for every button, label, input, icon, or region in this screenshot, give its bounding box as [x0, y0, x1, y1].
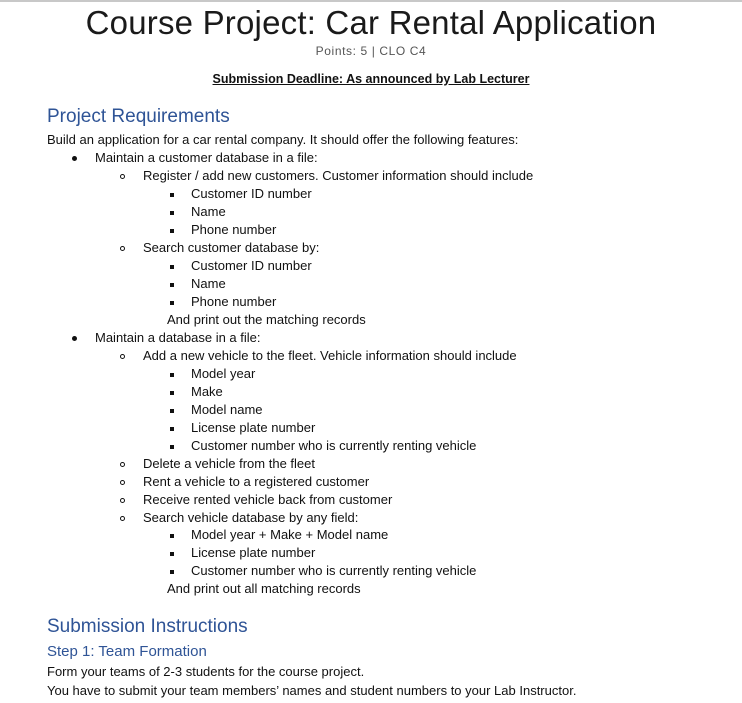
bullet-square	[170, 265, 174, 269]
register-customers-item: Register / add new customers. Customer information should include	[143, 168, 534, 183]
add-vehicle-item: Add a new vehicle to the fleet. Vehicle information should include	[143, 348, 517, 363]
list-item: Customer ID number	[191, 186, 312, 201]
list-item: Customer number who is currently renting vehicle	[191, 438, 477, 453]
rent-vehicle-item: Rent a vehicle to a registered customer	[143, 474, 370, 489]
search-customers-item: Search customer database by:	[143, 240, 320, 255]
vehicle-search-footer: And print out all matching records	[167, 581, 361, 596]
list-item: Make	[191, 384, 223, 399]
list-item: Phone number	[191, 222, 277, 237]
points-label: Points: 5 | CLO C4	[315, 44, 427, 58]
bullet-square	[170, 534, 174, 538]
bullet-circle	[120, 174, 125, 179]
bullet-square	[170, 229, 174, 233]
bullet-square	[170, 301, 174, 305]
bullet-square	[170, 570, 174, 574]
bullet-circle	[120, 246, 125, 251]
bullet-square	[170, 283, 174, 287]
delete-vehicle-item: Delete a vehicle from the fleet	[143, 456, 315, 471]
list-item: Model year + Make + Model name	[191, 527, 389, 542]
bullet-square	[170, 373, 174, 377]
bullet-square	[170, 445, 174, 449]
step1-line: Form your teams of 2-3 students for the course project.	[47, 664, 365, 679]
list-item: License plate number	[191, 545, 316, 560]
bullet-circle	[120, 462, 125, 467]
bullet-circle	[120, 498, 125, 503]
list-item: Customer ID number	[191, 258, 312, 273]
list-item: Phone number	[191, 294, 277, 309]
bullet-circle	[120, 516, 125, 521]
bullet-disc	[72, 156, 77, 161]
bullet-circle	[120, 354, 125, 359]
list-item: Model year	[191, 366, 256, 381]
list-item: Model name	[191, 402, 263, 417]
list-item: Customer number who is currently renting vehicle	[191, 563, 477, 578]
submission-instructions-heading: Submission Instructions	[47, 616, 248, 637]
top-border	[0, 0, 742, 2]
customer-db-item: Maintain a customer database in a file:	[95, 150, 318, 165]
bullet-circle	[120, 480, 125, 485]
project-requirements-heading: Project Requirements	[47, 106, 230, 127]
step1-heading: Step 1: Team Formation	[47, 643, 207, 660]
page-title: Course Project: Car Rental Application	[85, 4, 657, 41]
list-item: Name	[191, 276, 226, 291]
bullet-square	[170, 193, 174, 197]
bullet-disc	[72, 336, 77, 341]
bullet-square	[170, 391, 174, 395]
step1-line: You have to submit your team members’ names and student numbers to your Lab Instructor.	[47, 683, 577, 698]
receive-vehicle-item: Receive rented vehicle back from customer	[143, 492, 393, 507]
bullet-square	[170, 211, 174, 215]
search-vehicle-item: Search vehicle database by any field:	[143, 510, 359, 525]
customer-search-footer: And print out the matching records	[167, 312, 366, 327]
list-item: License plate number	[191, 420, 316, 435]
bullet-square	[170, 552, 174, 556]
list-item: Name	[191, 204, 226, 219]
submission-deadline: Submission Deadline: As announced by Lab Lecturer	[212, 72, 530, 86]
bullet-square	[170, 427, 174, 431]
vehicle-db-item: Maintain a database in a file:	[95, 330, 261, 345]
bullet-square	[170, 409, 174, 413]
requirements-intro: Build an application for a car rental company. It should offer the following features:	[47, 132, 519, 147]
